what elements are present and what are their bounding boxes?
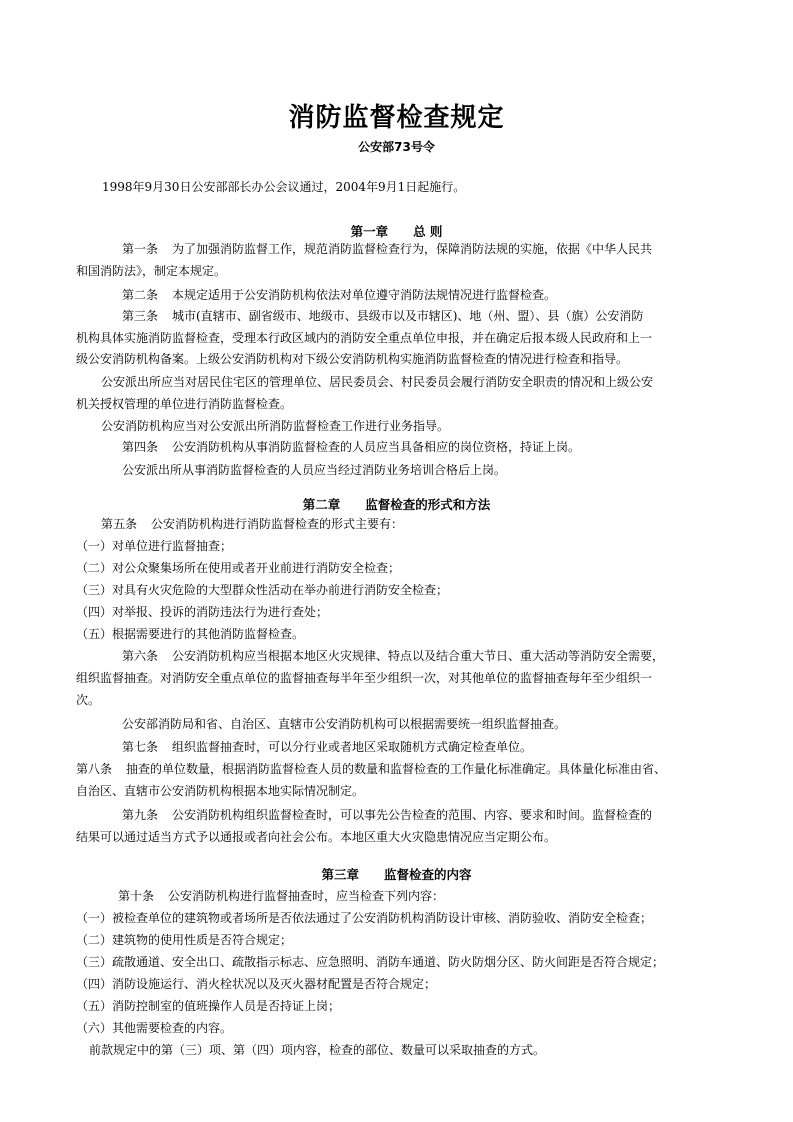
- bureau-paragraph: 公安部消防局和省、自治区、直辖市公安消防机构可以根据需要统一组织监督抽查。: [122, 717, 567, 731]
- list-item: （三）对具有火灾危险的大型群众性活动在举办前进行消防安全检查；: [76, 583, 449, 597]
- article-6-text: 公安消防机构应当根据本地区火灾规律、特点以及结合重大节日、重大活动等消防安全需要，: [172, 649, 665, 663]
- article-3-line-2: 机构具体实施消防监督检查，受理本行政区域内的消防安全重点单位申报，并在确定后报本级人民政府和上一: [76, 331, 653, 345]
- article-10-line-1: [118, 886, 444, 906]
- article-8-line-2: 自治区、直辖市公安消防机构根据本地实际情况制定。: [76, 784, 365, 798]
- article-2-line-1: [122, 285, 556, 305]
- article-6-line-2: 组织监督抽查。对消防安全重点单位的监督抽查每半年至少组织一次，对其他单位的监督抽查每年至少组织一: [76, 671, 653, 685]
- article-9-line-2: 结果可以通过适当方式予以通报或者向社会公布。本地区重大火灾隐患情况应当定期公布。: [76, 830, 557, 844]
- article-4-text: 公安消防机构从事消防监督检查的人员应当具备相应的岗位资格，持证上岗。: [172, 440, 581, 454]
- police-paragraph-2: 公安消防机构应当对公安派出所消防监督检查工作进行业务指导。: [101, 419, 450, 433]
- article-4-label: 第四条: [122, 440, 159, 454]
- list-item: （一）对单位进行监督抽查；: [76, 539, 233, 553]
- article-1-line-1: [122, 239, 652, 259]
- article-10-text: 公安消防机构进行监督抽查时，应当检查下列内容：: [168, 889, 445, 903]
- list-item: （五）消防控制室的值班操作人员是否持证上岗；: [76, 999, 341, 1013]
- list-item: （四）对举报、投诉的消防违法行为进行查处；: [76, 605, 329, 619]
- article-1-label: 第一条: [122, 242, 159, 256]
- document-title: 消防监督检查规定: [288, 103, 505, 133]
- final-paragraph: 前款规定中的第（三）项、第（四）项内容，检查的部位、数量可以采取抽查的方式。: [89, 1043, 546, 1057]
- police-paragraph-1-line-1: 公安派出所应当对居民住宅区的管理单位、居民委员会、村民委员会履行消防安全职责的情况和上级公安: [101, 375, 654, 389]
- list-item: （二）对公众聚集场所在使用或者开业前进行消防安全检查；: [76, 561, 401, 575]
- article-6-line-3: 次。: [76, 693, 101, 707]
- list-item: （一）被检查单位的建筑物或者场所是否依法通过了公安消防机构消防设计审核、消防验收、消防安全检查；: [76, 911, 653, 925]
- article-9-line-1: [122, 805, 652, 825]
- article-5-label: 第五条: [101, 517, 138, 531]
- list-item: （六）其他需要检查的内容。: [76, 1021, 233, 1035]
- article-9-label: 第九条: [122, 808, 159, 822]
- chapter-3-heading: 第三章 监督检查的内容: [321, 867, 472, 882]
- list-item: （四）消防设施运行、消火栓状况以及灭火器材配置是否符合规定；: [76, 977, 437, 991]
- article-3-line-3: 级公安消防机构备案。上级公安消防机构对下级公安消防机构实施消防监督检查的情况进行检查和指导。: [76, 352, 629, 366]
- list-item: （三）疏散通道、安全出口、疏散指示标志、应急照明、消防车通道、防火防烟分区、防火间距是否符合规定；: [76, 955, 665, 969]
- list-item: （五）根据需要进行的其他消防监督检查。: [76, 627, 305, 641]
- article-3-label: 第三条: [122, 309, 159, 323]
- police-paragraph-3: 公安派出所从事消防监督检查的人员应当经过消防业务培训合格后上岗。: [122, 463, 507, 477]
- article-6-line-1: [122, 646, 664, 666]
- article-9-text: 公安消防机构组织监督检查时，可以事先公告检查的范围、内容、要求和时间。监督检查的: [172, 808, 653, 822]
- article-7-text: 组织监督抽查时，可以分行业或者地区采取随机方式确定检查单位。: [172, 740, 533, 754]
- article-8-text: 抽查的单位数量，根据消防监督检查人员的数量和监督检查的工作量化标准确定。具体量化标准由省、: [126, 762, 667, 776]
- article-5-line-1: [101, 514, 403, 534]
- intro-paragraph: 1998年9月30日公安部部长办公会议通过，2004年9月1日起施行。: [102, 180, 466, 194]
- chapter-2-heading: 第二章 监督检查的形式和方法: [302, 497, 491, 512]
- article-1-text: 为了加强消防监督工作，规范消防监督检查行为，保障消防法规的实施，依据《中华人民共: [172, 242, 653, 256]
- article-7-label: 第七条: [122, 740, 159, 754]
- police-paragraph-1-line-2: 机关授权管理的单位进行消防监督检查。: [76, 397, 293, 411]
- article-10-label: 第十条: [118, 889, 155, 903]
- article-8-line-1: [76, 759, 666, 779]
- article-2-text: 本规定适用于公安消防机构依法对单位遵守消防法规情况进行监督检查。: [172, 288, 557, 302]
- article-6-label: 第六条: [122, 649, 159, 663]
- article-3-text: 城市(直辖市、副省级市、地级市、县级市以及市辖区)、地（州、盟）、县（旗）公安消防: [172, 309, 644, 323]
- article-8-label: 第八条: [76, 762, 113, 776]
- article-3-line-1: [122, 306, 643, 326]
- article-1-line-2: 和国消防法》，制定本规定。: [76, 264, 227, 278]
- article-5-text: 公安消防机构进行消防监督检查的形式主要有：: [151, 517, 404, 531]
- article-7-line-1: [122, 737, 532, 757]
- document-subtitle: 公安部73号令: [358, 140, 435, 154]
- article-4-line-1: [122, 437, 580, 457]
- chapter-1-heading: 第一章 总 则: [350, 224, 443, 239]
- list-item: （二）建筑物的使用性质是否符合规定；: [76, 933, 293, 947]
- article-2-label: 第二条: [122, 288, 159, 302]
